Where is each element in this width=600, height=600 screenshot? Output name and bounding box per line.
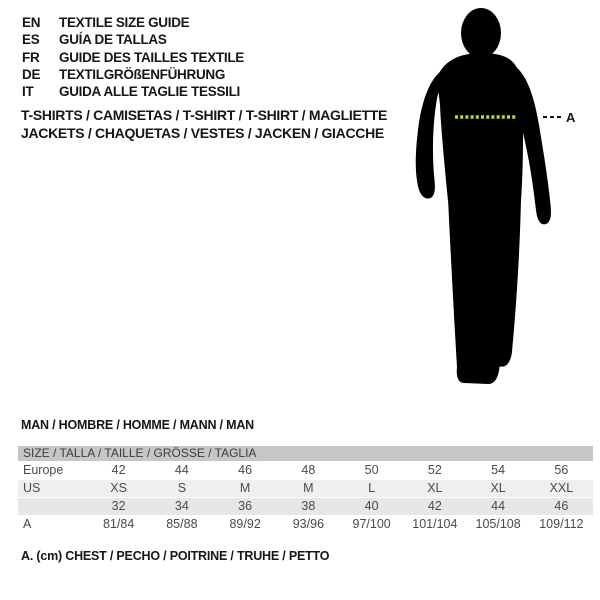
language-label: GUÍA DE TALLAS [59,32,167,48]
table-cell: 56 [530,461,593,479]
silhouette-shape [416,8,551,384]
section-title-man: MAN / HOMBRE / HOMME / MANN / MAN [21,418,254,432]
size-table-container [18,446,593,533]
language-code: DE [22,67,41,83]
language-row-de [22,66,244,83]
table-cell: 48 [277,461,340,479]
table-cell: 34 [150,497,213,515]
size-table [18,446,593,533]
language-label: TEXTILE SIZE GUIDE [59,15,190,31]
table-cell: L [340,479,403,497]
language-label: GUIDA ALLE TAGLIE TESSILI [59,84,240,100]
size-table-header-row [18,446,593,461]
table-cell: 97/100 [340,515,403,533]
table-cell: 36 [214,497,277,515]
row-label: Europe [18,461,87,479]
man-silhouette-icon [400,0,600,400]
row-label [18,497,87,515]
table-cell: 54 [467,461,530,479]
language-row-fr [22,49,244,66]
table-cell: XL [403,479,466,497]
category-jackets: JACKETS / CHAQUETAS / VESTES / JACKEN / GIACCHE [21,125,384,141]
table-cell: 40 [340,497,403,515]
language-code: ES [22,32,40,48]
garment-categories [21,106,387,142]
table-cell: 44 [150,461,213,479]
category-tshirts: T-SHIRTS / CAMISETAS / T-SHIRT / T-SHIRT / MAGLIETTE [21,107,388,123]
row-label: A [18,515,87,533]
table-cell: 46 [530,497,593,515]
table-cell: S [150,479,213,497]
table-cell: M [277,479,340,497]
table-cell: 93/96 [277,515,340,533]
measurement-footnote: A. (cm) CHEST / PECHO / POITRINE / TRUHE / PETTO [21,549,330,563]
table-cell: 105/108 [467,515,530,533]
language-code: IT [22,84,34,100]
table-cell: M [214,479,277,497]
table-cell: 42 [87,461,150,479]
table-cell: 50 [340,461,403,479]
language-code: FR [22,49,40,65]
table-cell: 101/104 [403,515,466,533]
size-table-header: SIZE / TALLA / TAILLE / GRÖSSE / TAGLIA [18,446,593,461]
table-cell: 109/112 [530,515,593,533]
table-row-europe [18,461,593,479]
table-cell: 46 [214,461,277,479]
language-row-en [22,14,244,31]
table-cell: 52 [403,461,466,479]
table-row-alt-size [18,497,593,515]
table-cell: XL [467,479,530,497]
table-row-chest-a [18,515,593,533]
language-list [22,14,244,100]
row-label: US [18,479,87,497]
table-cell: 85/88 [150,515,213,533]
man-silhouette-figure [400,0,600,400]
table-cell: 42 [403,497,466,515]
table-cell: 32 [87,497,150,515]
language-label: TEXTILGRÖßENFÜHRUNG [59,67,226,83]
table-cell: 44 [467,497,530,515]
language-code: EN [22,15,41,31]
language-label: GUIDE DES TAILLES TEXTILE [59,49,245,65]
table-cell: 89/92 [214,515,277,533]
table-cell: 81/84 [87,515,150,533]
language-row-es [22,31,244,48]
table-cell: XXL [530,479,593,497]
measure-label-a: A [566,110,576,125]
table-cell: 38 [277,497,340,515]
table-row-us [18,479,593,497]
language-row-it [22,83,244,100]
table-cell: XS [87,479,150,497]
